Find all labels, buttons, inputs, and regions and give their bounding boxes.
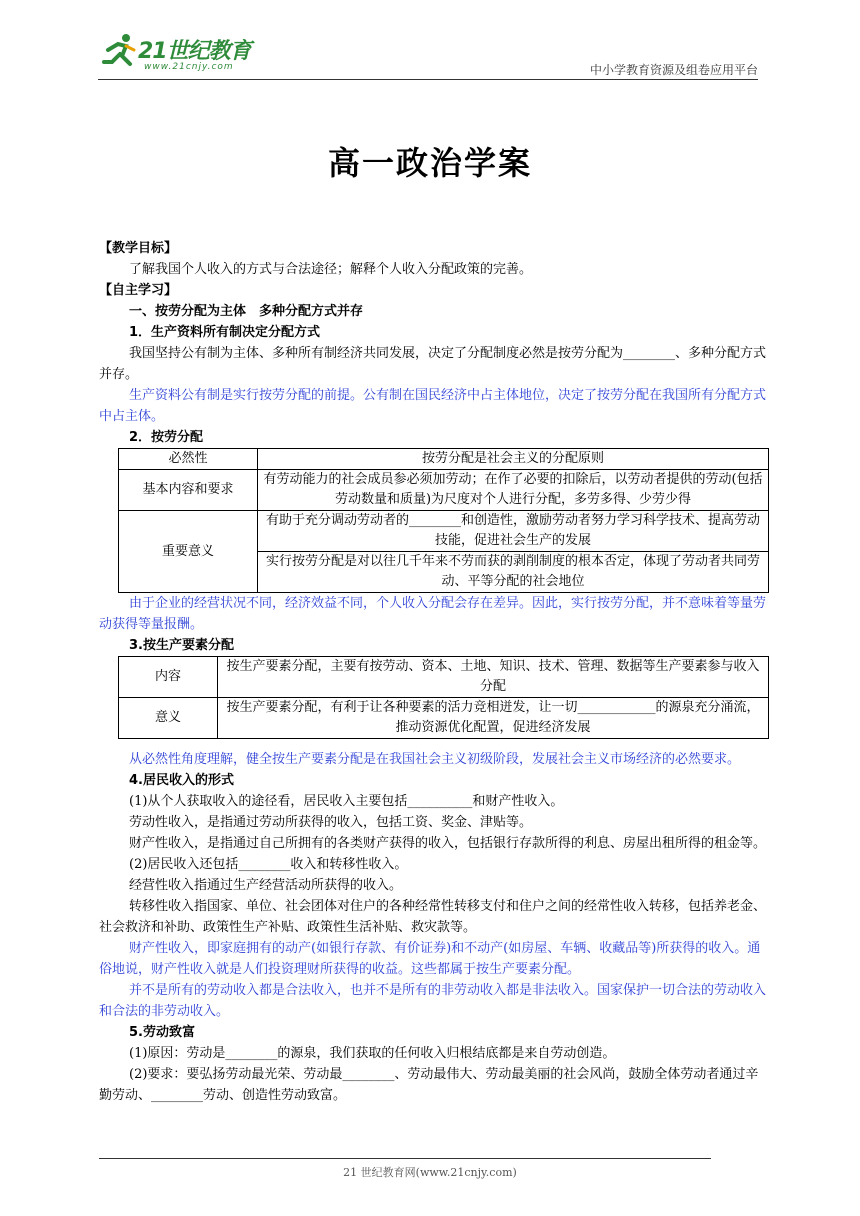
s2-heading: 2．按劳分配 (129, 430, 204, 445)
s1-heading: 1．生产资料所有制决定分配方式 (129, 325, 321, 340)
table-cell: 实行按劳分配是对以往几千年来不劳而获的剥削制度的根本否定，体现了劳动者共同劳动、平等分配的社会地位 (258, 552, 769, 593)
s5-p1: (1)原因：劳动是________的源泉，我们获取的任何收入归根结底都是来自劳动创造。 (129, 1046, 616, 1061)
s3-note: 从必然性角度理解，健全按生产要素分配是在我国社会主义初级阶段，发展社会主义市场经济的必然要求。 (129, 752, 741, 767)
header-divider (98, 79, 758, 80)
table-cell: 意义 (119, 698, 218, 739)
table-cell: 有助于充分调动劳动者的________和创造性，激励劳动者努力学习科学技术、提高劳动技能，促进社会生产的发展 (258, 511, 769, 552)
table-cell: 按生产要素分配，有利于让各种要素的活力竞相迸发，让一切____________的源泉充分涌流，推动资源优化配置，促进经济发展 (218, 698, 769, 739)
s4-note1: 财产性收入，即家庭拥有的动产(如银行存款、有价证券)和不动产(如房屋、车辆、收藏品等)所获得的收入。通俗地说，财产性收入就是人们投资理财所获得的收益。这些都属于按生产要素分配。 (99, 941, 761, 977)
s5-p2: (2)要求：要弘扬劳动最光荣、劳动最________、劳动最伟大、劳动最美丽的社会风尚，鼓励全体劳动者通过辛勤劳动、________劳动、创造性劳动致富。 (99, 1067, 759, 1103)
s4-p5: 经营性收入指通过生产经营活动所获得的收入。 (129, 878, 403, 893)
logo-text: 21世纪教育 (138, 39, 251, 64)
site-logo[interactable] (98, 28, 268, 78)
s4-p6: 转移性收入指国家、单位、社会团体对住户的各种经常性转移支付和住户之间的经常性收入转移，包括养老金、社会救济和补助、政策性生产补贴、政策性生活补贴、救灾款等。 (99, 899, 767, 935)
table-cell: 内容 (119, 657, 218, 698)
s4-note2: 并不是所有的劳动收入都是合法收入，也并不是所有的非劳动收入都是非法收入。国家保护一切合法的劳动收入和合法的非劳动收入。 (99, 983, 767, 1019)
document-body (99, 238, 769, 1106)
s4-p3: 财产性收入，是指通过自己所拥有的各类财产获得的收入，包括银行存款所得的利息、房屋出租所得的租金等。 (129, 836, 767, 851)
table-cell: 按劳分配是社会主义的分配原则 (258, 449, 769, 470)
goal-text: 了解我国个人收入的方式与合法途径；解释个人收入分配政策的完善。 (129, 262, 533, 277)
s5-heading: 5.劳动致富 (129, 1025, 195, 1040)
s3-heading: 3.按生产要素分配 (129, 638, 234, 653)
page-header (98, 28, 758, 78)
page-title: 高一政治学案 (327, 144, 532, 182)
factor-distribution-table (118, 656, 769, 739)
runner-logo-icon (100, 32, 140, 72)
goal-heading: 【教学目标】 (99, 241, 178, 256)
footer-divider (99, 1158, 711, 1159)
table-cell: 按生产要素分配，主要有按劳动、资本、土地、知识、技术、管理、数据等生产要素参与收入分配 (218, 657, 769, 698)
s1-text: 我国坚持公有制为主体、多种所有制经济共同发展，决定了分配制度必然是按劳分配为________、多种分配方式并存。 (99, 346, 767, 382)
self-study-heading: 【自主学习】 (99, 283, 178, 298)
s4-p2: 劳动性收入，是指通过劳动所获得的收入，包括工资、奖金、津贴等。 (129, 815, 533, 830)
table-cell: 必然性 (119, 449, 258, 470)
page-footer[interactable]: 21 世纪教育网(www.21cnjy.com) (343, 1166, 517, 1179)
s4-p4: (2)居民收入还包括________收入和转移性收入。 (129, 857, 408, 872)
part1-heading: 一、按劳分配为主体 多种分配方式并存 (129, 304, 364, 319)
s4-p1: (1)从个人获取收入的途径看，居民收入主要包括__________和财产性收入。 (129, 794, 564, 809)
s1-note: 生产资料公有制是实行按劳分配的前提。公有制在国民经济中占主体地位，决定了按劳分配在我国所有分配方式中占主体。 (99, 388, 767, 424)
spacer (99, 739, 769, 749)
table-cell: 基本内容和要求 (119, 470, 258, 511)
header-platform-text: 中小学教育资源及组卷应用平台 (589, 63, 758, 77)
logo-url: www.21cnjy.com (144, 62, 234, 72)
labor-distribution-table (118, 448, 769, 593)
s2-note: 由于企业的经营状况不同，经济效益不同，个人收入分配会存在差异。因此，实行按劳分配，并不意味着等量劳动获得等量报酬。 (99, 596, 767, 632)
table-cell: 有劳动能力的社会成员参必须加劳动；在作了必要的扣除后，以劳动者提供的劳动(包括劳动数量和质量)为尺度对个人进行分配，多劳多得、少劳少得 (258, 470, 769, 511)
table-cell: 重要意义 (119, 511, 258, 593)
s4-heading: 4.居民收入的形式 (129, 773, 234, 788)
